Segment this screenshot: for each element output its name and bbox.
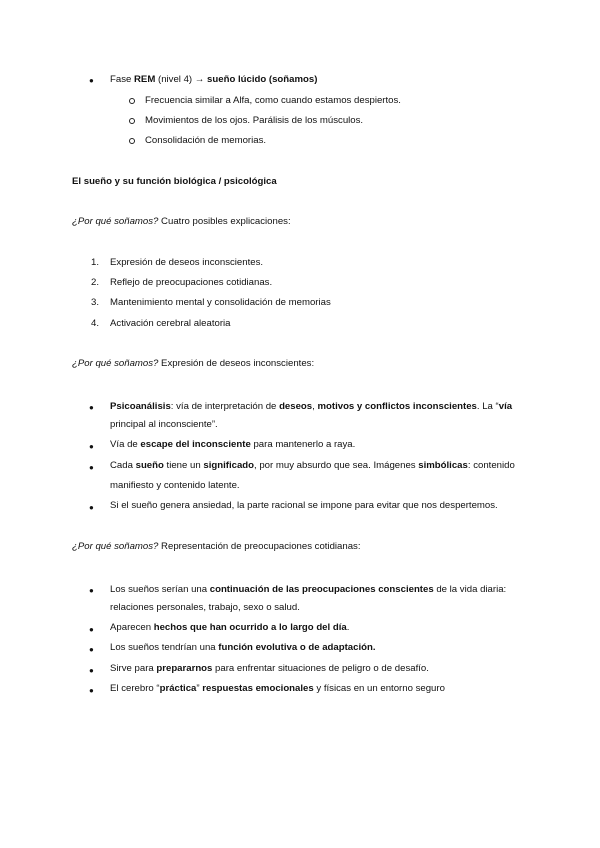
- list-item: Cada sueño tiene un significado, por muy absurdo que sea. Imágenes simbólicas: contenido: [110, 460, 515, 471]
- question-heading: ¿Por qué soñamos? Representación de preocupaciones cotidianas:: [72, 541, 361, 552]
- circle-bullet-icon: [129, 98, 135, 104]
- list-item: Si el sueño genera ansiedad, la parte racional se impone para evitar que nos despertemos.: [110, 500, 498, 511]
- list-number: 1.: [90, 257, 99, 268]
- bullet-icon: ●: [89, 442, 94, 451]
- list-item: Mantenimiento mental y consolidación de memorias: [110, 297, 331, 308]
- list-item: Los sueños tendrían una función evolutiva o de adaptación.: [110, 642, 376, 653]
- bullet-icon: ●: [89, 503, 94, 512]
- section-title: El sueño y su función biológica / psicológica: [72, 176, 277, 187]
- question-heading: ¿Por qué soñamos? Cuatro posibles explicaciones:: [72, 216, 291, 227]
- rem-subitem: Frecuencia similar a Alfa, como cuando estamos despiertos.: [145, 95, 401, 106]
- list-item: Sirve para prepararnos para enfrentar situaciones de peligro o de desafío.: [110, 663, 429, 674]
- bullet-icon: ●: [89, 403, 94, 412]
- list-number: 2.: [90, 277, 99, 288]
- list-item: Expresión de deseos inconscientes.: [110, 257, 264, 268]
- list-item: Reflejo de preocupaciones cotidianas.: [110, 277, 273, 288]
- list-item: Los sueños serían una continuación de las preocupaciones conscientes de la vida diaria:: [110, 584, 507, 595]
- rem-subitem: Consolidación de memorias.: [145, 135, 267, 146]
- bullet-icon: ●: [89, 645, 94, 654]
- list-item: Psicoanálisis: vía de interpretación de deseos, motivos y conflictos inconscientes. La “vía: [110, 401, 513, 412]
- rem-subitem: Movimientos de los ojos. Parálisis de los músculos.: [145, 115, 364, 126]
- list-item: Vía de escape del inconsciente para mantenerlo a raya.: [110, 439, 356, 450]
- list-number: 4.: [90, 318, 99, 329]
- list-item-continuation: principal al inconsciente”.: [110, 419, 218, 430]
- bullet-icon: ●: [89, 686, 94, 695]
- list-item-continuation: relaciones personales, trabajo, sexo o salud.: [110, 602, 300, 613]
- list-item: Aparecen hechos que han ocurrido a lo largo del día.: [110, 622, 350, 633]
- list-item-continuation: manifiesto y contenido latente.: [110, 480, 240, 491]
- bullet-icon: ●: [89, 586, 94, 595]
- rem-line: Fase REM (nivel 4) → sueño lúcido (soñamos): [110, 74, 318, 85]
- list-number: 3.: [90, 297, 99, 308]
- bullet-icon: ●: [89, 666, 94, 675]
- bullet-icon: ●: [89, 463, 94, 472]
- circle-bullet-icon: [129, 138, 135, 144]
- list-item: Activación cerebral aleatoria: [110, 318, 231, 329]
- circle-bullet-icon: [129, 118, 135, 124]
- question-heading: ¿Por qué soñamos? Expresión de deseos inconscientes:: [72, 358, 315, 369]
- bullet-icon: ●: [89, 625, 94, 634]
- list-item: El cerebro “práctica” respuestas emocionales y físicas en un entorno seguro: [110, 683, 445, 694]
- bullet-icon: ●: [89, 76, 94, 85]
